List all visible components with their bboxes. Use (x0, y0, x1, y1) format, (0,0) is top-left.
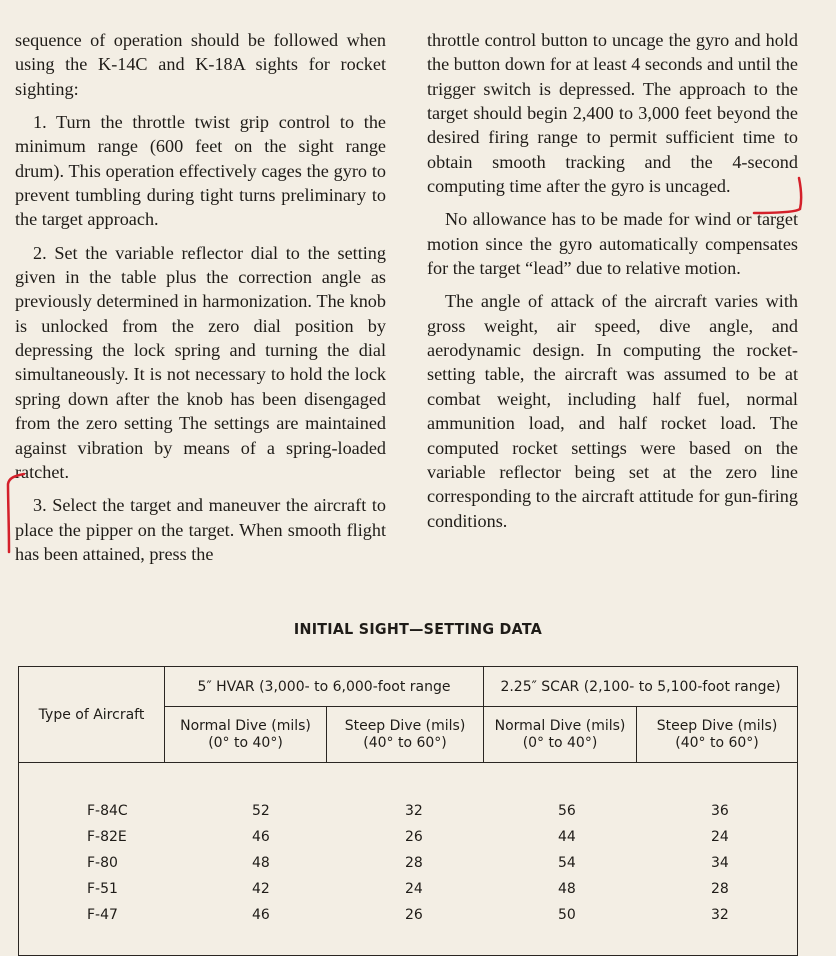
table-row (19, 881, 797, 905)
scar-steep-value: 24 (711, 829, 729, 845)
table-body (19, 763, 798, 956)
table-title: INITIAL SIGHT—SETTING DATA (293, 620, 543, 638)
table-row (19, 907, 797, 931)
hvar-group-header: 5″ HVAR (3,000- to 6,000-foot range (165, 667, 484, 707)
hvar-steep-value: 24 (405, 881, 423, 897)
hvar-steep-dive-label: Steep Dive (mils) (344, 717, 466, 734)
scar-normal-value: 50 (558, 907, 576, 923)
scar-steep-dive-range: (40° to 60°) (675, 734, 759, 751)
hvar-normal-value: 46 (252, 829, 270, 845)
scar-steep-value: 34 (711, 855, 729, 871)
hvar-normal-dive-range: (0° to 40°) (208, 734, 283, 751)
scar-normal-value: 48 (558, 881, 576, 897)
scar-normal-value: 44 (558, 829, 576, 845)
scar-steep-value: 28 (711, 881, 729, 897)
hvar-steep-value: 32 (405, 803, 423, 819)
hvar-normal-value: 46 (252, 907, 270, 923)
hvar-normal-value: 52 (252, 803, 270, 819)
scar-normal-value: 54 (558, 855, 576, 871)
step-1-paragraph: 1. Turn the throttle twist grip control to the minimum range (600 feet on the sight range drum). This operation effectively cages the gyro to prevent tumbling during tight turns preliminary to the target approach. (15, 112, 386, 230)
aircraft-name: F-47 (87, 907, 118, 923)
wind-allowance-paragraph: No allowance has to be made for wind or target motion since the gyro automatically compensates for the target “lead” due to relative motion. (427, 209, 798, 279)
aircraft-name: F-80 (87, 855, 118, 871)
scar-normal-dive-header (484, 707, 637, 763)
step-3-paragraph: 3. Select the target and maneuver the aircraft to place the pipper on the target. When smooth flight has been attained, press the (15, 495, 386, 564)
left-text-column (15, 28, 386, 566)
scar-steep-dive-label: Steep Dive (mils) (656, 717, 778, 734)
hvar-steep-value: 26 (405, 829, 423, 845)
table-row (19, 829, 797, 853)
right-text-column (427, 28, 798, 533)
intro-paragraph: sequence of operation should be followed when using the K-14C and K-18A sights for rocket sighting: (15, 30, 386, 99)
scar-normal-dive-label: Normal Dive (mils) (494, 717, 626, 734)
scar-normal-dive-range: (0° to 40°) (522, 734, 598, 751)
hvar-steep-value: 26 (405, 907, 423, 923)
uncage-paragraph: throttle control button to uncage the gyro and hold the button down for at least 4 seconds and until the trigger switch is depressed. The approach to the target should begin 2,400 to 3,000 feet beyond the desired firing range to permit sufficient time to obtain smooth tracking and the 4-second computing time after the gyro is uncaged. (427, 30, 798, 197)
scar-steep-dive-header (637, 707, 798, 763)
scar-group-header: 2.25″ SCAR (2,100- to 5,100-foot range) (484, 667, 798, 707)
aircraft-name: F-51 (87, 881, 118, 897)
hvar-steep-dive-range: (40° to 60°) (363, 734, 447, 751)
hvar-normal-dive-label: Normal Dive (mils) (180, 717, 311, 734)
sight-setting-table (18, 666, 798, 956)
aircraft-name: F-84C (87, 803, 128, 819)
type-of-aircraft-header: Type of Aircraft (19, 667, 165, 763)
table-row (19, 803, 797, 827)
hvar-normal-value: 48 (252, 855, 270, 871)
hvar-steep-value: 28 (405, 855, 423, 871)
scar-steep-value: 32 (711, 907, 729, 923)
hvar-normal-value: 42 (252, 881, 270, 897)
scar-steep-value: 36 (711, 803, 729, 819)
aircraft-name: F-82E (87, 829, 127, 845)
hvar-normal-dive-header (165, 707, 327, 763)
scar-normal-value: 56 (558, 803, 576, 819)
step-2-paragraph: 2. Set the variable reflector dial to the setting given in the table plus the correction angle as previously determined in harmonization. The knob is unlocked from the zero dial position by depressing the lock spring and turning the dial simultaneously. It is not necessary to hold the lock spring down after the knob has been disengaged from the zero setting The settings are maintained against vibration by means of a spring-loaded ratchet. (15, 242, 386, 482)
angle-of-attack-paragraph: The angle of attack of the aircraft varies with gross weight, air speed, dive angle, and aerodynamic design. In computing the rocket-setting table, the aircraft was assumed to be at combat weight, including half fuel, normal ammunition load, and half rocket load. The computed rocket settings were based on the variable reflector being set at the zero line corresponding to the aircraft attitude for gun-firing conditions. (427, 291, 798, 531)
table-row (19, 855, 797, 879)
hvar-steep-dive-header (327, 707, 484, 763)
